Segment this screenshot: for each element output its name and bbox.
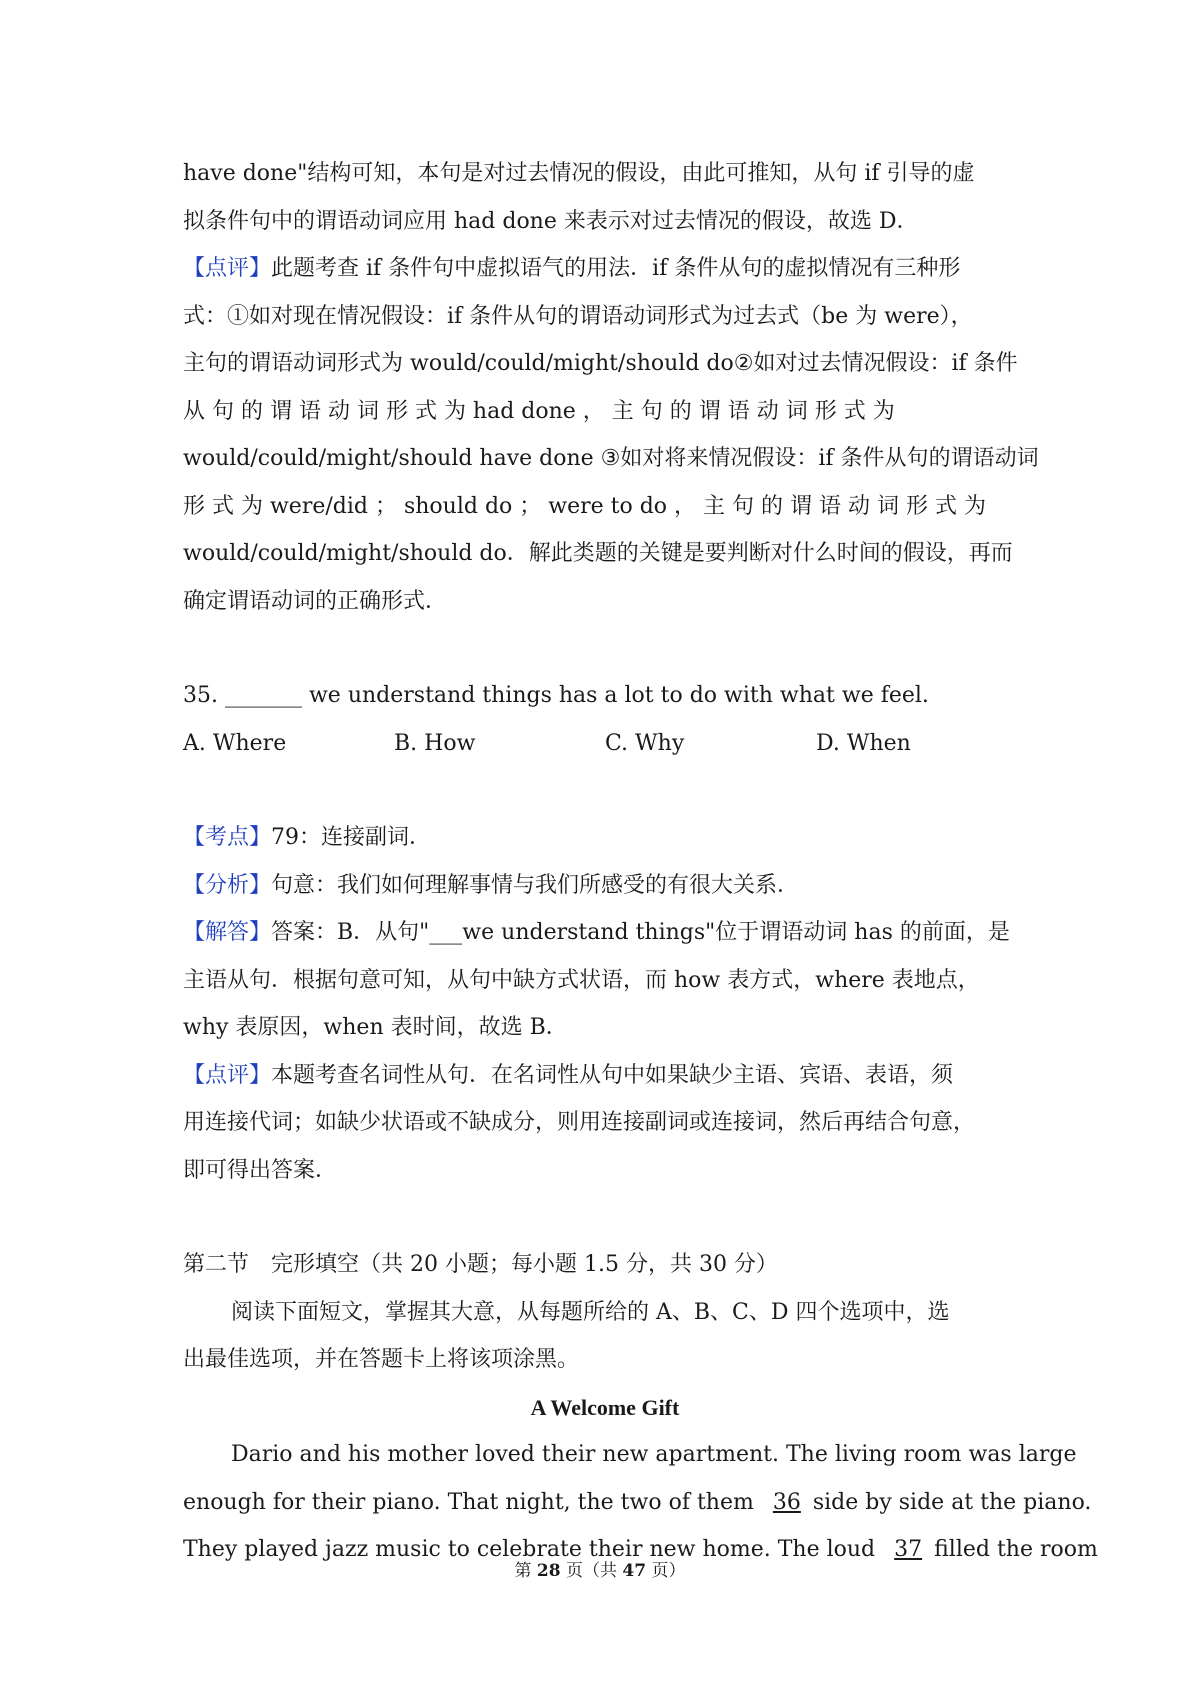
footer-suffix: 页）: [646, 1561, 686, 1581]
question-stem: 35. _______ we understand things has a lot to do with what we feel.: [183, 683, 929, 708]
comment-line: [183, 1052, 1027, 1100]
blank-36: 36: [772, 1489, 801, 1515]
passage-title: A Welcome Gift: [530, 1394, 680, 1420]
option-c: C. Why: [605, 730, 685, 756]
analysis-line: [183, 862, 1027, 910]
point-tag: 【考点】: [183, 825, 272, 850]
text-line: 用连接代词；如缺少状语或不缺成分，则用连接副词或连接词，然后再结合句意，: [183, 1110, 976, 1135]
text-line: have done"结构可知，本句是对过去情况的假设，由此可推知，从句 if 引导的虚: [183, 161, 975, 186]
comment-text: 此题考查 if 条件句中虚拟语气的用法．if 条件从句的虚拟情况有三种形: [271, 256, 961, 281]
passage-text: enough for their piano. That night, the two of them: [183, 1489, 761, 1515]
passage-line: [183, 1479, 1092, 1527]
point-text: 79：连接副词．: [271, 825, 432, 850]
passage-line: Dario and his mother loved their new apartment. The living room was large: [231, 1442, 1077, 1467]
text-line: 形 式 为 were/did ； should do ； were to do ， 主 句 的 谓 语 动 词 形 式 为: [183, 493, 986, 519]
spacer: [183, 625, 1027, 672]
spacer: [183, 767, 1027, 814]
option-a: A. Where: [183, 730, 287, 756]
page-footer: [0, 1556, 1200, 1581]
text-line: why 表原因，when 表时间，故选 B．: [183, 1015, 568, 1040]
answer-options: [183, 720, 1027, 768]
instructions: 出最佳选项，并在答题卡上将该项涂黑。: [183, 1347, 580, 1372]
page-total: 47: [622, 1561, 647, 1581]
point-line: [183, 814, 1027, 862]
answer-text: 答案：B．从句"___we understand things"位于谓语动词 has 的前面，是: [271, 920, 1010, 945]
text-line: would/could/might/should do．解此类题的关键是要判断对什么时间的假设，再而: [183, 541, 1013, 566]
text-line: 确定谓语动词的正确形式．: [183, 588, 448, 614]
text-line: 从 句 的 谓 语 动 词 形 式 为 had done ， 主 句 的 谓 语 动 词 形 式 为: [183, 398, 895, 424]
passage-text: side by side at the piano.: [812, 1489, 1092, 1515]
text-line: 主语从句．根据句意可知，从句中缺方式状语，而 how 表方式，where 表地点，: [183, 967, 980, 993]
analysis-text: 句意：我们如何理解事情与我们所感受的有很大关系．: [271, 872, 800, 898]
analysis-tag: 【分析】: [183, 872, 272, 898]
text-line: 即可得出答案．: [183, 1157, 338, 1183]
option-d: D. When: [816, 730, 911, 756]
comment-line: [183, 245, 1027, 293]
instructions: 阅读下面短文，掌握其大意，从每题所给的 A、B、C、D 四个选项中，选: [231, 1299, 950, 1325]
option-b: B. How: [394, 730, 476, 756]
passage-text: They played jazz music to celebrate their new home. The loud: [183, 1537, 883, 1562]
text-line: 主句的谓语动词形式为 would/could/might/should do②如对过去情况假设：if 条件: [183, 351, 1018, 376]
page-number: 28: [536, 1561, 561, 1581]
comment-text: 本题考查名词性从句．在名词性从句中如果缺少主语、宾语、表语，须: [271, 1062, 954, 1088]
footer-prefix: 第: [514, 1561, 537, 1581]
text-line: would/could/might/should have done ③如对将来情况假设：if 条件从句的谓语动词: [183, 446, 1039, 471]
text-line: 拟条件句中的谓语动词应用 had done 来表示对过去情况的假设，故选 D．: [183, 208, 919, 234]
document-body: [183, 150, 1098, 1574]
comment-tag: 【点评】: [183, 1062, 272, 1088]
blank-37: 37: [894, 1537, 923, 1562]
answer-line: [183, 909, 1027, 957]
text-line: 式：①如对现在情况假设：if 条件从句的谓语动词形式为过去式（be 为 were），: [183, 303, 973, 329]
comment-tag: 【点评】: [183, 256, 272, 281]
footer-middle: 页（共: [560, 1561, 623, 1581]
section-heading: 第二节 完形填空（共 20 小题；每小题 1.5 分，共 30 分）: [183, 1252, 778, 1277]
answer-tag: 【解答】: [183, 920, 272, 945]
spacer: [183, 1194, 1027, 1241]
passage-text: filled the room: [934, 1537, 1098, 1562]
